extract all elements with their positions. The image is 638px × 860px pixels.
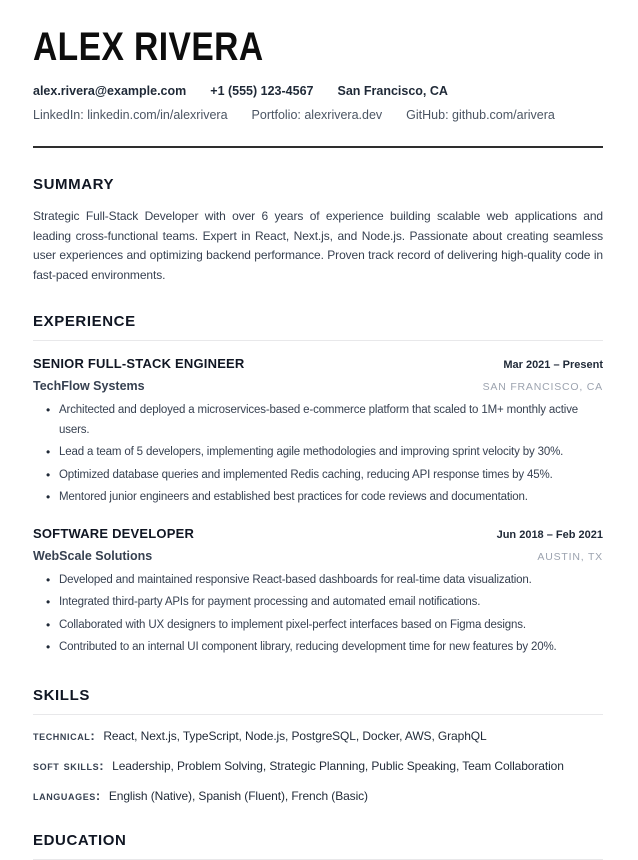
job-bullet: • Developed and maintained responsive React-based dashboards for real-time data visualization. bbox=[33, 571, 603, 591]
job-company: TechFlow Systems bbox=[33, 379, 145, 393]
job-company: WebScale Solutions bbox=[33, 548, 153, 563]
contact-row-primary bbox=[33, 83, 603, 99]
skill-row-languages bbox=[33, 787, 603, 805]
skill-row-soft-skills bbox=[33, 757, 603, 775]
job-bullet: • Optimized database queries and implemented Redis caching, reducing API response times by 45%. bbox=[33, 466, 603, 486]
job-role: SENIOR FULL-STACK ENGINEER bbox=[33, 356, 245, 371]
section-education bbox=[33, 832, 603, 860]
skill-label: technical: bbox=[33, 727, 96, 743]
contact-linkedin: LinkedIn: linkedin.com/in/alexrivera bbox=[33, 108, 228, 122]
skill-row-technical bbox=[33, 727, 603, 745]
education-title-divider bbox=[33, 859, 603, 860]
skill-label: languages: bbox=[33, 787, 101, 803]
section-skills bbox=[33, 687, 603, 805]
job-entry bbox=[33, 525, 603, 658]
job-location: SAN FRANCISCO, CA bbox=[482, 381, 603, 393]
contact-phone: +1 (555) 123-4567 bbox=[210, 84, 314, 98]
contact-portfolio: Portfolio: alexrivera.dev bbox=[251, 108, 383, 122]
skills-rows bbox=[33, 727, 603, 805]
job-header-row bbox=[33, 355, 603, 372]
skill-value: English (Native), Spanish (Fluent), French (Basic) bbox=[108, 788, 368, 803]
job-bullet-list bbox=[33, 401, 603, 508]
job-bullet: • Mentored junior engineers and established best practices for code reviews and documentation. bbox=[33, 488, 603, 508]
job-bullet-list bbox=[33, 571, 603, 658]
contact-github: GitHub: github.com/arivera bbox=[406, 108, 555, 122]
job-bullet: • Architected and deployed a microservices-based e-commerce platform that scaled to 1M+ monthly active users. bbox=[33, 401, 603, 440]
job-role: SOFTWARE DEVELOPER bbox=[33, 525, 195, 541]
section-experience bbox=[33, 313, 603, 658]
job-header-row bbox=[33, 525, 603, 542]
candidate-name: ALEX RIVERA bbox=[33, 25, 264, 69]
skill-value: React, Next.js, TypeScript, Node.js, PostgreSQL, Docker, AWS, GraphQL bbox=[103, 728, 487, 743]
contact-row-secondary bbox=[33, 107, 603, 123]
job-bullet: • Collaborated with UX designers to implement pixel-perfect interfaces based on Figma designs. bbox=[33, 616, 603, 636]
job-bullet: • Lead a team of 5 developers, implementing agile methodologies and improving sprint velocity by 30%. bbox=[33, 443, 603, 463]
job-location: AUSTIN, TX bbox=[537, 550, 603, 563]
job-subheader-row bbox=[33, 548, 603, 564]
resume-header bbox=[33, 24, 603, 148]
header-divider bbox=[33, 146, 603, 148]
job-bullet: • Integrated third-party APIs for payment processing and automated email notifications. bbox=[33, 593, 603, 613]
summary-title: SUMMARY bbox=[33, 176, 115, 193]
skill-label: soft skills: bbox=[33, 757, 105, 773]
job-bullet: • Contributed to an internal UI component library, reducing development time for new features by 20%. bbox=[33, 638, 603, 658]
job-subheader-row bbox=[33, 378, 603, 394]
job-dates: Mar 2021 – Present bbox=[503, 359, 603, 371]
job-dates: Jun 2018 – Feb 2021 bbox=[496, 528, 603, 541]
section-summary bbox=[33, 176, 603, 285]
experience-title: EXPERIENCE bbox=[33, 313, 136, 330]
summary-text: Strategic Full-Stack Developer with over 6 years of experience building scalable web applications and leading cross-functional teams. Expert in React, Next.js, and Node.js. Passionate about creating seamless user experiences and optimizing backend performance. Proven track record of delivering high-quality code in fast-paced environments. bbox=[33, 209, 603, 282]
job-entry bbox=[33, 355, 603, 508]
contact-email: alex.rivera@example.com bbox=[33, 84, 187, 98]
education-title: EDUCATION bbox=[33, 831, 127, 849]
skills-title-divider bbox=[33, 714, 603, 715]
experience-title-divider bbox=[33, 340, 603, 341]
contact-city: San Francisco, CA bbox=[337, 84, 448, 98]
skills-title: SKILLS bbox=[33, 686, 90, 704]
skill-value: Leadership, Problem Solving, Strategic Planning, Public Speaking, Team Collaboration bbox=[112, 758, 564, 773]
